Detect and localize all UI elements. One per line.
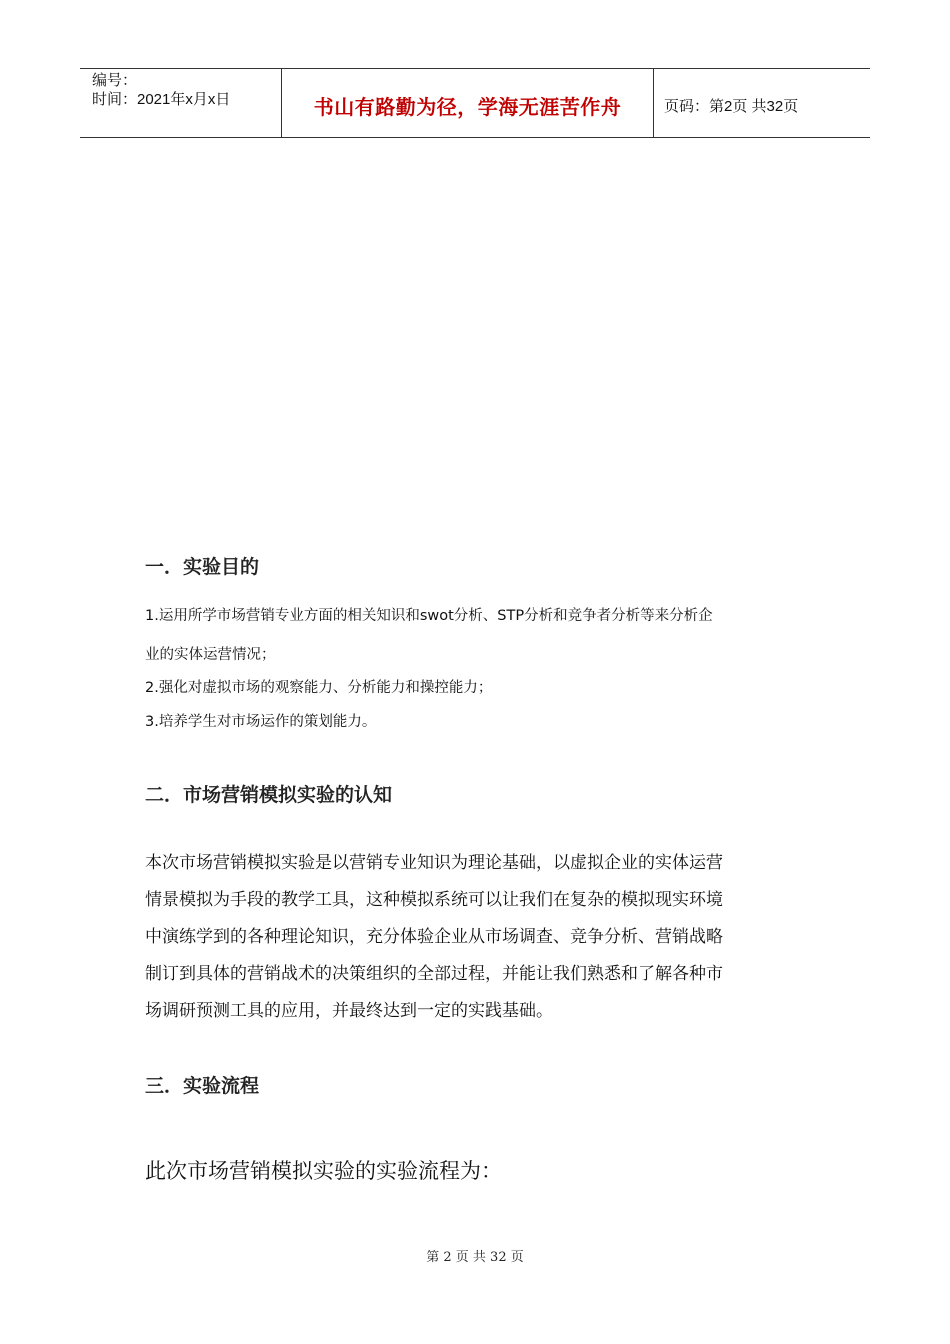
section-3-title: 三．实验流程 bbox=[145, 1075, 260, 1097]
section-2-paragraph bbox=[145, 845, 810, 1030]
paragraph-line: 中演练学到的各种理论知识，充分体验企业从市场调查、竞争分析、营销战略 bbox=[145, 927, 723, 947]
section-2-title: 二．市场营销模拟实验的认知 bbox=[145, 784, 393, 806]
section-3-lead: 此次市场营销模拟实验的实验流程为： bbox=[145, 1159, 502, 1183]
date-line: 时间：2021年x月x日 bbox=[92, 91, 231, 108]
paragraph-line: 制订到具体的营销战术的决策组织的全部过程，并能让我们熟悉和了解各种市 bbox=[145, 964, 723, 984]
section-1-title: 一．实验目的 bbox=[145, 556, 260, 578]
header-meta-cell bbox=[80, 69, 282, 137]
section-1-item: 1.运用所学市场营销专业方面的相关知识和swot分析、STP分析和竞争者分析等来分析企 bbox=[145, 608, 713, 624]
paragraph-line: 本次市场营销模拟实验是以营销专业知识为理论基础，以虚拟企业的实体运营 bbox=[145, 853, 723, 873]
section-1-item: 3.培养学生对市场运作的策划能力。 bbox=[145, 714, 377, 730]
section-1-item: 2.强化对虚拟市场的观察能力、分析能力和操控能力； bbox=[145, 680, 493, 696]
paragraph-line: 情景模拟为手段的教学工具，这种模拟系统可以让我们在复杂的模拟现实环境 bbox=[145, 890, 723, 910]
page-footer: 第 2 页 共 32 页 bbox=[426, 1250, 524, 1265]
header-page-info: 页码：第2页 共32页 bbox=[664, 97, 799, 115]
document-header-table bbox=[80, 68, 870, 138]
serial-label: 编号： bbox=[92, 72, 138, 89]
paragraph-line: 场调研预测工具的应用，并最终达到一定的实践基础。 bbox=[145, 1001, 553, 1021]
header-motto: 书山有路勤为径，学海无涯苦作舟 bbox=[282, 69, 654, 137]
section-1-item: 业的实体运营情况； bbox=[145, 647, 276, 663]
